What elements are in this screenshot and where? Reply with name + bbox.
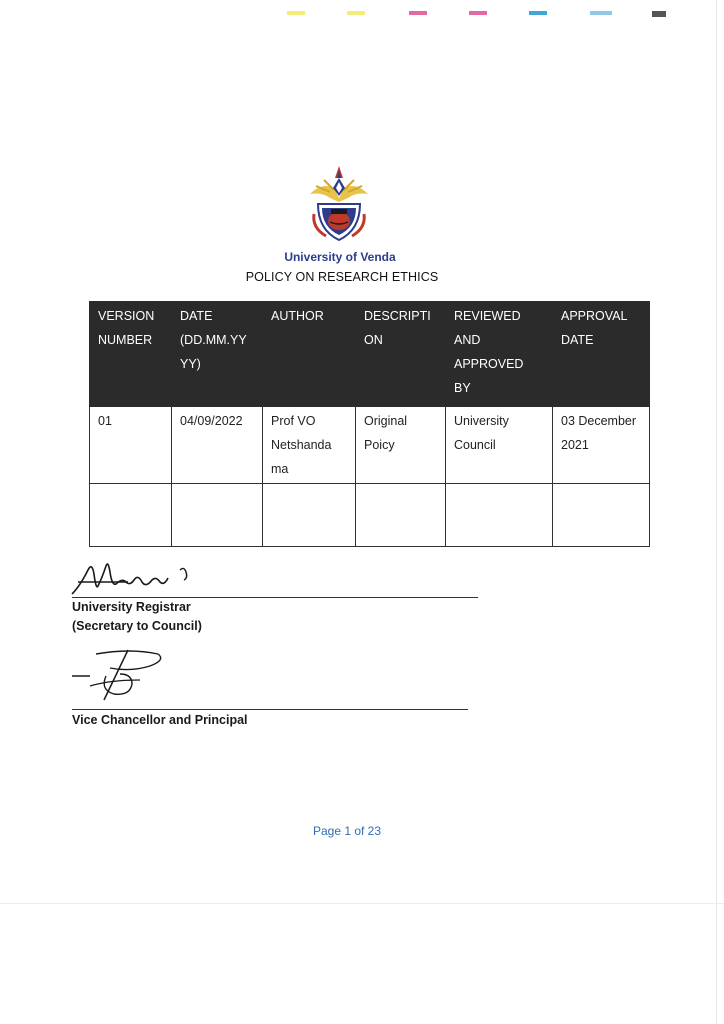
- column-header-line: VERSION: [98, 309, 155, 323]
- table-cell-line: Poicy: [364, 438, 395, 452]
- signature-icon: [70, 646, 170, 702]
- university-name: University of Venda: [284, 250, 396, 264]
- registrar-title: University Registrar: [72, 600, 191, 614]
- column-header-line: DATE: [180, 309, 213, 323]
- table-cell: [553, 484, 650, 547]
- registrar-subtitle: (Secretary to Council): [72, 619, 202, 633]
- table-cell-line: 01: [98, 414, 112, 428]
- column-header: [172, 302, 263, 407]
- table-cell-line: University: [454, 414, 509, 428]
- table-row: [90, 407, 650, 484]
- column-header: [356, 302, 446, 407]
- vc-signature: [70, 646, 170, 707]
- vc-title: Vice Chancellor and Principal: [72, 713, 248, 727]
- column-header-line: AND: [454, 333, 481, 347]
- column-header-line: DESCRIPTI: [364, 309, 431, 323]
- table-cell-line: Netshanda: [271, 438, 332, 452]
- policy-title: POLICY ON RESEARCH ETHICS: [245, 270, 439, 284]
- vc-signature-line: [72, 709, 468, 710]
- page-divider: [0, 903, 724, 904]
- table-cell-line: ma: [271, 462, 289, 476]
- table-cell: [172, 484, 263, 547]
- column-header: [446, 302, 553, 407]
- table-cell: [356, 484, 446, 547]
- registration-mark-magenta: [469, 11, 487, 15]
- table-cell: [90, 407, 172, 484]
- university-logo: [304, 164, 374, 254]
- version-control-table: [89, 301, 650, 547]
- registration-mark-black: [652, 11, 666, 17]
- crest-icon: [304, 164, 374, 254]
- column-header-line: REVIEWED: [454, 309, 521, 323]
- column-header-line: ON: [364, 333, 383, 347]
- table-cell: [263, 484, 356, 547]
- page-number: Page 1 of 23: [312, 824, 382, 838]
- column-header-line: NUMBER: [98, 333, 153, 347]
- table-cell: [553, 407, 650, 484]
- table-cell-line: Prof VO: [271, 414, 316, 428]
- table-cell-line: Original: [364, 414, 408, 428]
- column-header-line: APPROVAL: [561, 309, 628, 323]
- table-row: [90, 484, 650, 547]
- column-header-line: AUTHOR: [271, 309, 324, 323]
- column-header-line: DATE: [561, 333, 594, 347]
- column-header: [553, 302, 650, 407]
- table-cell: [172, 407, 263, 484]
- table-header-row: [90, 302, 650, 407]
- column-header-line: (DD.MM.YY: [180, 333, 247, 347]
- table-cell: [90, 484, 172, 547]
- registration-mark-cyan: [590, 11, 612, 15]
- table-cell-line: Council: [454, 438, 496, 452]
- column-header: [263, 302, 356, 407]
- registration-mark-cyan: [529, 11, 547, 15]
- signature-icon: [68, 556, 198, 600]
- table-cell: [356, 407, 446, 484]
- table-cell-line: 03 December: [561, 414, 637, 428]
- registration-mark-yellow: [347, 11, 365, 15]
- scan-edge: [716, 0, 717, 1024]
- table-cell-line: 04/09/2022: [180, 414, 243, 428]
- table-cell: [263, 407, 356, 484]
- print-registration-marks: [0, 11, 724, 21]
- table-cell: [446, 407, 553, 484]
- table-cell-line: 2021: [561, 438, 589, 452]
- column-header: [90, 302, 172, 407]
- column-header-line: BY: [454, 381, 471, 395]
- column-header-line: YY): [180, 357, 201, 371]
- registration-mark-yellow: [287, 11, 305, 15]
- registration-mark-magenta: [409, 11, 427, 15]
- column-header-line: APPROVED: [454, 357, 524, 371]
- table-cell: [446, 484, 553, 547]
